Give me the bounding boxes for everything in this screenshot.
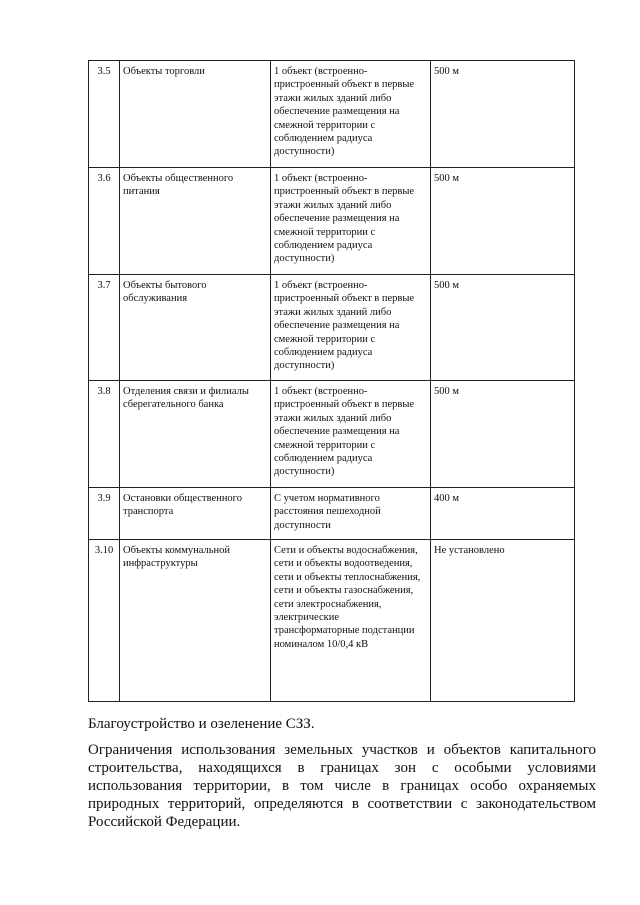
landscaping-paragraph: Благоустройство и озеленение СЗЗ. xyxy=(88,716,315,732)
table-row xyxy=(89,540,575,702)
accessibility-radius: 400 м xyxy=(431,488,575,540)
norm-value: С учетом нормативного расстояния пешеходной доступности xyxy=(271,488,431,540)
table-row xyxy=(89,275,575,381)
accessibility-radius: Не установлено xyxy=(431,540,575,702)
restrictions-paragraph: Ограничения использования земельных участков и объектов капитального строительства, находящихся в границах зон с особыми условиями использования территории, в том числе в границах особо охраняемых природных территорий, определяются в соответствии с законодательством Российской Федерации. xyxy=(88,742,596,830)
object-name: Отделения связи и филиалы сберегательного банка xyxy=(120,381,271,488)
norms-table xyxy=(88,60,575,702)
row-number: 3.10 xyxy=(89,540,120,702)
table-row xyxy=(89,61,575,168)
accessibility-radius: 500 м xyxy=(431,61,575,168)
accessibility-radius: 500 м xyxy=(431,381,575,488)
table-row xyxy=(89,168,575,275)
table-row xyxy=(89,488,575,540)
object-name: Объекты коммунальной инфраструктуры xyxy=(120,540,271,702)
object-name: Объекты бытового обслуживания xyxy=(120,275,271,381)
row-number: 3.9 xyxy=(89,488,120,540)
row-number: 3.7 xyxy=(89,275,120,381)
accessibility-radius: 500 м xyxy=(431,168,575,275)
norm-value: 1 объект (встроенно-пристроенный объект в первые этажи жилых зданий либо обеспечение размещения на смежной территории с соблюдением радиуса доступности) xyxy=(271,168,431,275)
row-number: 3.5 xyxy=(89,61,120,168)
object-name: Объекты торговли xyxy=(120,61,271,168)
accessibility-radius: 500 м xyxy=(431,275,575,381)
row-number: 3.8 xyxy=(89,381,120,488)
norm-value: Сети и объекты водоснабжения, сети и объекты водоотведения, сети и объекты теплоснабжения, сети и объекты газоснабжения, сети электроснабжения, электрические трансформаторные подстанции номиналом 10/0,4 кВ xyxy=(271,540,431,702)
object-name: Объекты общественного питания xyxy=(120,168,271,275)
object-name: Остановки общественного транспорта xyxy=(120,488,271,540)
norm-value: 1 объект (встроенно-пристроенный объект в первые этажи жилых зданий либо обеспечение размещения на смежной территории с соблюдением радиуса доступности) xyxy=(271,381,431,488)
norm-value: 1 объект (встроенно-пристроенный объект в первые этажи жилых зданий либо обеспечение размещения на смежной территории с соблюдением радиуса доступности) xyxy=(271,275,431,381)
row-number: 3.6 xyxy=(89,168,120,275)
table-row xyxy=(89,381,575,488)
norm-value: 1 объект (встроенно-пристроенный объект в первые этажи жилых зданий либо обеспечение размещения на смежной территории с соблюдением радиуса доступности) xyxy=(271,61,431,168)
